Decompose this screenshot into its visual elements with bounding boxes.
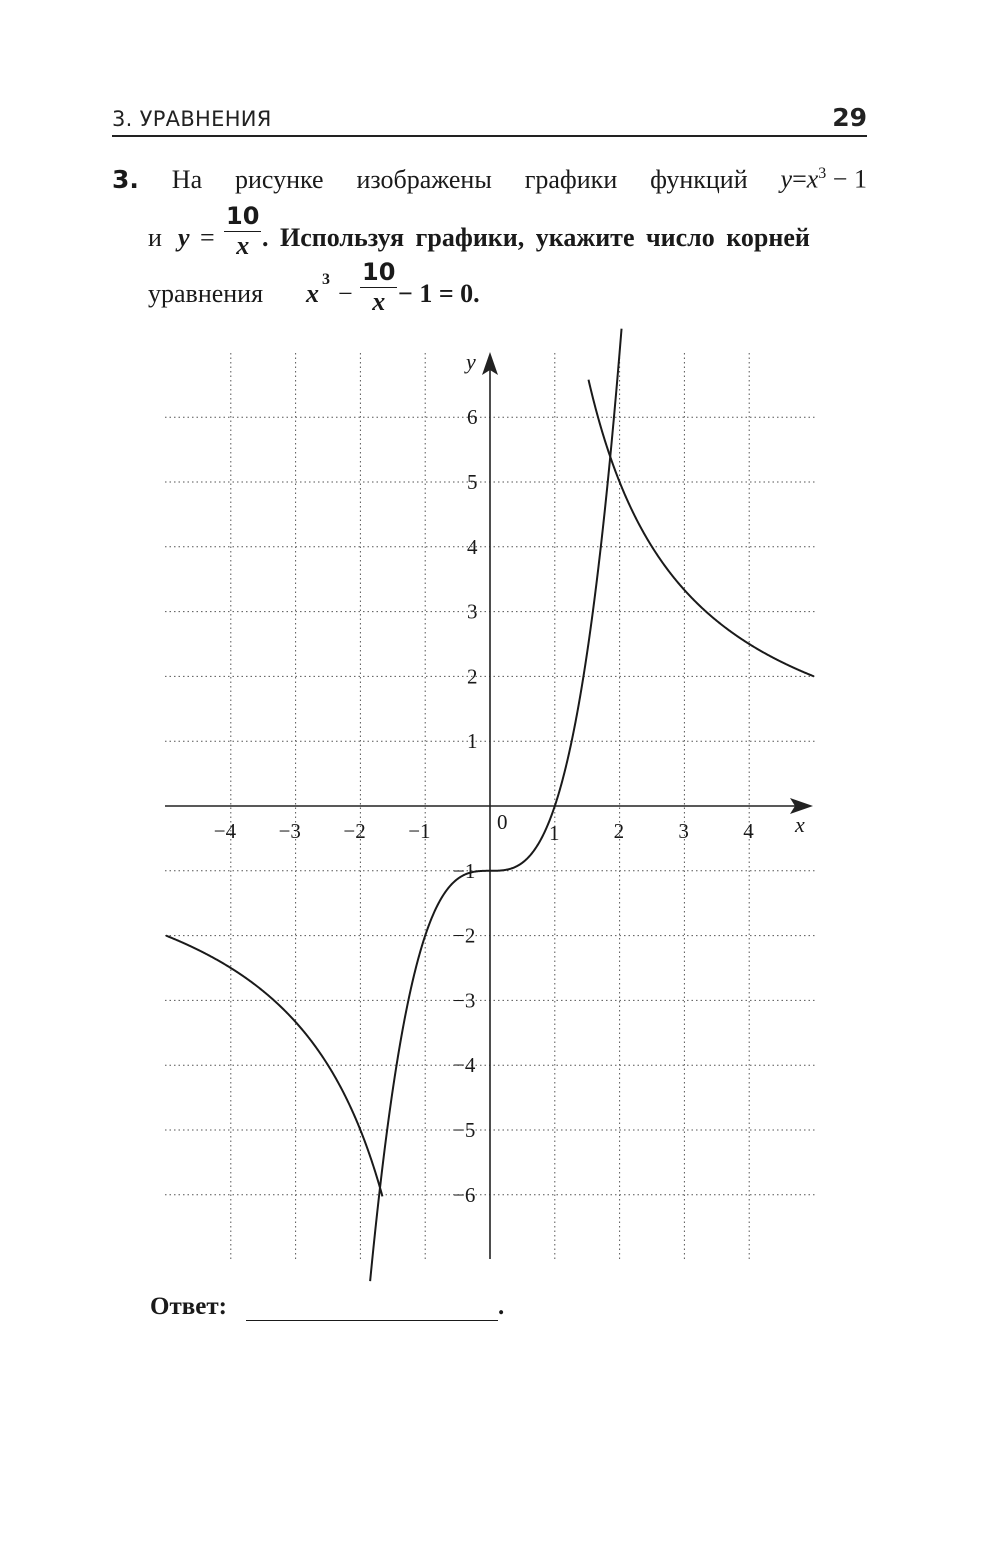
y-tick-label: −3 bbox=[453, 988, 476, 1013]
frac-numerator: 10 bbox=[226, 202, 260, 230]
x-tick-label-1: 1 bbox=[549, 821, 560, 845]
f1-x: x bbox=[806, 164, 819, 194]
y-tick-label: −6 bbox=[453, 1182, 476, 1207]
eq-tail: − 1 = 0. bbox=[398, 279, 480, 308]
f1-tail: − 1 bbox=[832, 164, 867, 194]
y-axis-label: y bbox=[466, 349, 476, 374]
task-word: функций bbox=[650, 164, 748, 194]
x-axis-label: x bbox=[795, 812, 805, 837]
origin-label: 0 bbox=[497, 810, 508, 834]
y-tick-label: −2 bbox=[453, 923, 476, 948]
y-tick-label: 6 bbox=[467, 405, 478, 430]
section-title: 3. УРАВНЕНИЯ bbox=[112, 107, 272, 131]
tick-labels bbox=[214, 349, 805, 1207]
x-tick-label: −2 bbox=[343, 819, 366, 843]
y-tick-label: −5 bbox=[453, 1118, 476, 1142]
f1-eq: = bbox=[792, 164, 807, 194]
x-tick-label: −4 bbox=[213, 819, 237, 843]
frac-denominator: x bbox=[236, 231, 250, 260]
curve-hyperbola-left bbox=[166, 936, 382, 1197]
answer-input-line[interactable] bbox=[246, 1320, 498, 1321]
eq-pow: 3 bbox=[322, 271, 330, 288]
y-tick-label: 5 bbox=[467, 470, 478, 494]
equation-word: уравнения bbox=[148, 279, 264, 308]
x-tick-label: −3 bbox=[278, 819, 301, 843]
eq-minus: − bbox=[338, 279, 353, 308]
answer-label: Ответ: bbox=[150, 1293, 227, 1320]
task-word: изображены bbox=[356, 164, 492, 194]
task-sentence-text: . Используя графики, укажите число корней bbox=[262, 223, 810, 252]
x-tick-label: 3 bbox=[678, 819, 689, 843]
f1-pow: 3 bbox=[818, 165, 827, 182]
axes bbox=[165, 352, 813, 1259]
eq-frac-numerator: 10 bbox=[362, 258, 396, 286]
x-tick-label: 4 bbox=[743, 819, 754, 843]
task-word: рисунке bbox=[235, 164, 324, 194]
y-tick-label: 4 bbox=[467, 534, 478, 559]
curve-cubic bbox=[370, 329, 621, 1281]
answer-dot: . bbox=[498, 1293, 505, 1320]
and-word: и bbox=[148, 223, 162, 252]
eq-x: x bbox=[306, 279, 319, 308]
y-tick-label: −1 bbox=[453, 858, 476, 883]
task-number: 3. bbox=[112, 164, 139, 194]
task-word: графики bbox=[524, 164, 618, 194]
x-tick-label: 2 bbox=[613, 819, 625, 843]
page-number: 29 bbox=[832, 103, 867, 132]
y-tick-label: 3 bbox=[467, 599, 478, 624]
y-tick-label: 1 bbox=[467, 729, 478, 754]
y-tick-label: 2 bbox=[467, 664, 478, 689]
task-word: На bbox=[171, 164, 203, 194]
eq-frac-denominator: x bbox=[372, 287, 386, 316]
f1-y: y bbox=[780, 164, 793, 194]
f2-eq: = bbox=[200, 223, 215, 252]
x-tick-label: −1 bbox=[408, 819, 431, 843]
y-tick-label: −4 bbox=[453, 1053, 476, 1078]
curve-hyperbola-right bbox=[589, 380, 815, 677]
f2-y: y bbox=[178, 223, 190, 252]
